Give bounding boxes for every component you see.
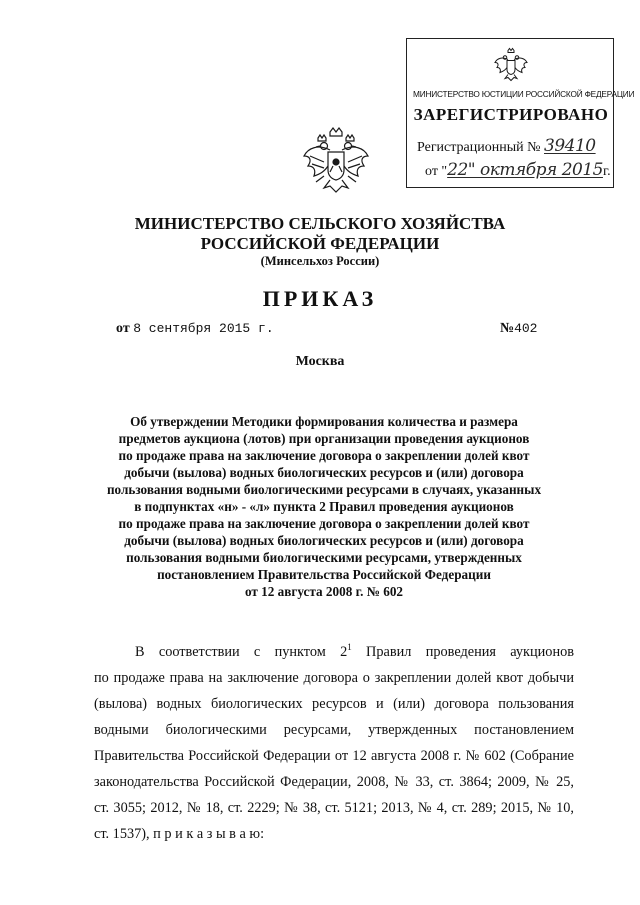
body-line: ст. 3055; 2012, № 18, ст. 2229; № 38, ст. 5121; 2013, № 4, ст. 289; 2015, № 10, — [94, 800, 574, 816]
subject-line: предметов аукциона (лотов) при организации проведения аукционов — [118, 431, 530, 446]
subject-line: по продаже права на заключение договора о закреплении долей квот — [118, 516, 530, 531]
registration-stamp — [406, 38, 635, 188]
footnote-superscript: 1 — [347, 642, 352, 652]
stamp-reg-number: 39410 — [544, 136, 596, 156]
order-date-prefix: от — [116, 321, 130, 336]
city-name: Москва — [295, 354, 345, 369]
order-subject — [64, 413, 584, 600]
order-number-prefix: № — [500, 321, 515, 336]
body-line: по продаже права на заключение договора о закреплении долей квот добычи — [94, 670, 574, 686]
subject-line: пользования водными биологическими ресурсами, утвержденных — [126, 550, 522, 565]
ministry-name-line1: МИНИСТЕРСТВО СЕЛЬСКОГО ХОЗЯЙСТВА — [134, 214, 506, 233]
body-line: водными биологическими ресурсами, утвержденных постановлением — [94, 722, 574, 738]
order-number-value: 402 — [514, 321, 538, 336]
subject-line: пользования водными биологическими ресурсами в случаях, указанных — [106, 482, 542, 497]
subject-line: добычи (вылова) водных биологических ресурсов и (или) договора — [124, 533, 524, 548]
subject-line: по продаже права на заключение договора о закреплении долей квот — [118, 448, 530, 463]
subject-line: от 12 августа 2008 г. № 602 — [244, 584, 404, 599]
ministry-name-line2: РОССИЙСКОЙ ФЕДЕРАЦИИ — [200, 234, 440, 253]
subject-line: добычи (вылова) водных биологических ресурсов и (или) договора — [124, 465, 524, 480]
subject-line: в подпунктах «н» - «л» пункта 2 Правил проведения аукционов — [134, 499, 514, 514]
document-type-title: ПРИКАЗ — [262, 286, 378, 311]
stamp-date-row — [425, 160, 611, 180]
body-line: (вылова) водных биологических ресурсов и (или) договора пользования — [94, 696, 574, 712]
body-line — [94, 634, 574, 665]
stamp-date-suffix: г. — [602, 164, 611, 179]
stamp-reg-label: Регистрационный № — [417, 140, 541, 155]
stamp-date-handwritten: 22" октября 2015 — [447, 160, 603, 180]
order-body-paragraph — [94, 634, 574, 847]
stamp-registered-label: ЗАРЕГИСТРИРОВАНО — [413, 105, 609, 124]
body-text-segment: В соответствии с пунктом 2 — [135, 644, 348, 660]
body-text-segment: Правил проведения аукционов — [351, 644, 574, 660]
order-number — [500, 321, 537, 337]
body-line: Правительства Российской Федерации от 12 августа 2008 г. № 602 (Собрание — [94, 748, 574, 764]
coat-of-arms-emblem — [300, 126, 372, 196]
coat-of-arms-small-emblem — [493, 45, 529, 85]
order-date — [116, 321, 274, 337]
subject-line: Об утверждении Методики формирования количества и размера — [130, 414, 518, 429]
stamp-ministry-line: МИНИСТЕРСТВО ЮСТИЦИИ РОССИЙСКОЙ ФЕДЕРАЦИИ — [413, 89, 635, 99]
subject-line: постановлением Правительства Российской Федерации — [157, 567, 491, 582]
stamp-date-prefix: от " — [425, 164, 448, 179]
ministry-short-name: (Минсельхоз России) — [260, 254, 380, 268]
order-date-value: 8 сентября 2015 г. — [133, 321, 274, 336]
body-line: законодательства Российской Федерации, 2008, № 33, ст. 3864; 2009, № 25, — [94, 774, 574, 790]
stamp-registration-number-row — [417, 136, 596, 156]
body-line: ст. 1537), п р и к а з ы в а ю: — [94, 826, 265, 842]
